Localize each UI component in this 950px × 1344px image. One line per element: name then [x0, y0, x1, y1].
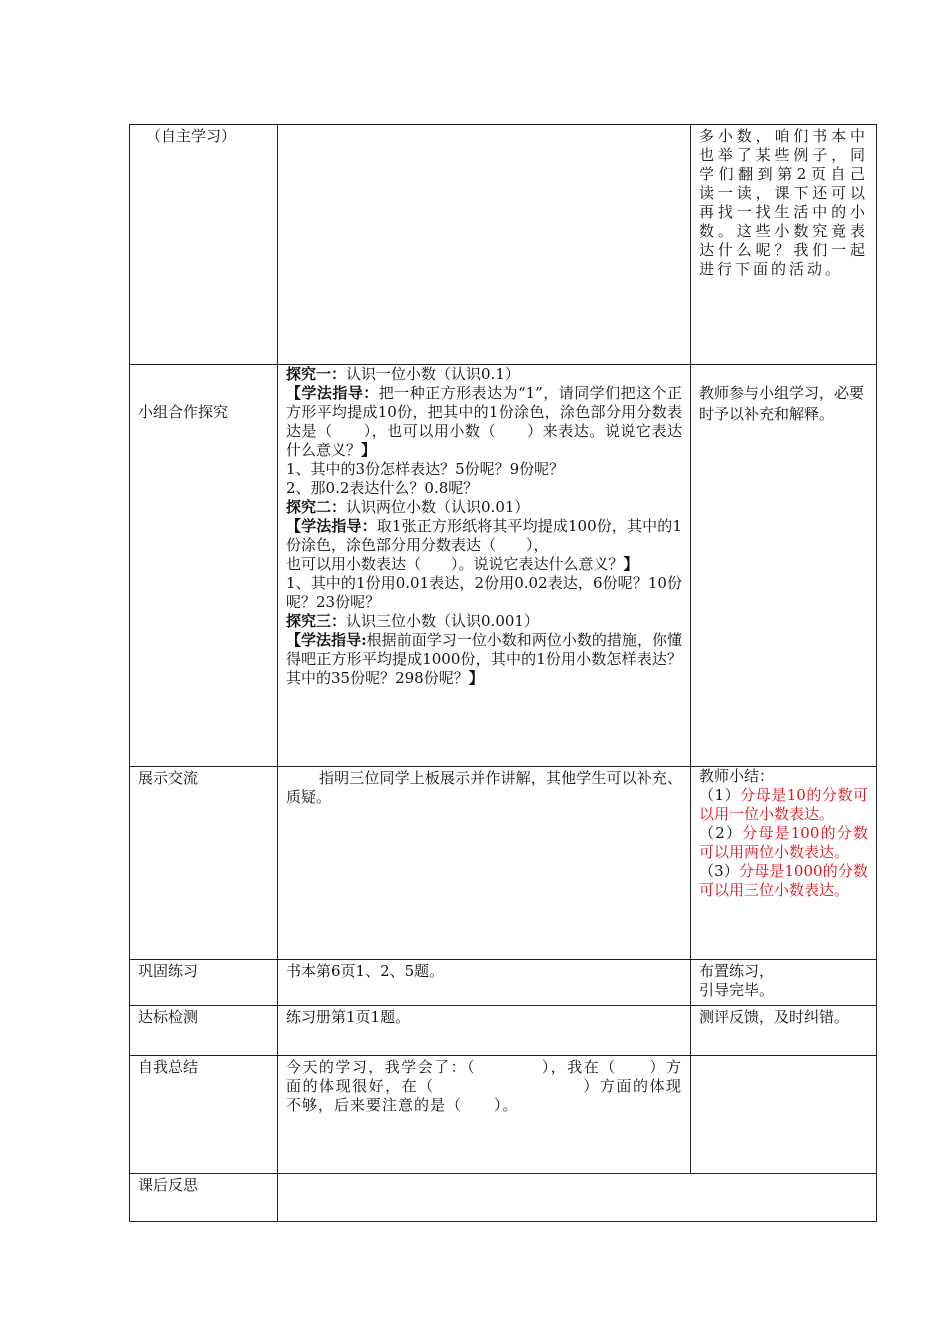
label-self-study: （自主学习） — [130, 125, 278, 365]
teacher-practice-2: 引导完毕。 — [699, 981, 775, 999]
explore1-title: 认识一位小数（认识0.1） — [346, 365, 520, 383]
teacher-practice — [691, 960, 877, 1006]
teacher-summary — [691, 1056, 877, 1174]
content-reflection — [278, 1174, 877, 1222]
content-group — [278, 365, 691, 767]
guide1-text: 把一种正方形表达为“1”，请同学们把这个正方形平均提成10份，把其中的1份涂色，涂色部分用分数表达是（ ），也可以用小数（ ）来表达。说说它表达什么意义？ — [286, 384, 682, 459]
label-practice: 巩固练习 — [130, 960, 278, 1006]
teacher-display — [691, 767, 877, 960]
row-reflection — [130, 1174, 877, 1222]
lesson-plan-table — [129, 124, 877, 1222]
row-display — [130, 767, 877, 960]
row-summary — [130, 1056, 877, 1174]
guide2-text2: 也可以用小数表达（ ）。说说它表达什么意义？ — [286, 555, 624, 573]
teacher-group: 教师参与小组学习，必要时予以补充和解释。 — [691, 365, 877, 767]
summary-3-text: 分母是1000的分数可以用三位小数表达。 — [699, 862, 868, 899]
content-summary: 今天的学习，我学会了：（ ），我在（ ）方面的体现很好，在（ ）方面的体现不够，后来要注意的是（ ）。 — [278, 1056, 691, 1174]
guide3-text: 根据前面学习一位小数和两位小数的措施，你懂得吧正方形平均提成1000份，其中的1份用小数怎样表达？其中的35份呢？298份呢？ — [286, 631, 682, 687]
guide1-head: 【学法指导： — [286, 384, 379, 402]
q1: 1、其中的3份怎样表达？5份呢？9份呢？ — [286, 460, 565, 478]
explore2-title: 认识两位小数（认识0.01） — [346, 498, 530, 516]
label-group: 小组合作探究 — [130, 365, 278, 767]
summary-2-text: 分母是100的分数可以用两位小数表达。 — [699, 824, 868, 861]
summary-3-num: （3） — [699, 862, 739, 880]
explore3-head: 探究三： — [286, 612, 347, 630]
content-test: 练习册第1页1题。 — [278, 1006, 691, 1056]
guide2-end: 】 — [623, 555, 639, 573]
row-group — [130, 365, 877, 767]
label-summary: 自我总结 — [130, 1056, 278, 1174]
row-test — [130, 1006, 877, 1056]
summary-head: 教师小结： — [699, 767, 775, 785]
q3: 1、其中的1份用0.01表达，2份用0.02表达，6份呢？10份呢？23份呢？ — [286, 574, 682, 611]
teacher-practice-1: 布置练习， — [699, 962, 775, 980]
summary-2-num: （2） — [699, 824, 743, 842]
content-self-study — [278, 125, 691, 365]
explore3-title: 认识三位小数（认识0.001） — [346, 612, 539, 630]
label-test: 达标检测 — [130, 1006, 278, 1056]
label-reflection: 课后反思 — [130, 1174, 278, 1222]
guide2-head: 【学法指导： — [286, 517, 377, 535]
explore1-head: 探究一： — [286, 365, 347, 383]
content-practice: 书本第6页1、2、5题。 — [278, 960, 691, 1006]
q2: 2、那0.2表达什么？0.8呢？ — [286, 479, 479, 497]
label-display: 展示交流 — [130, 767, 278, 960]
summary-1-num: （1） — [699, 786, 741, 804]
guide3-head: 【学法指导: — [286, 631, 367, 649]
guide3-end: 】 — [468, 669, 484, 687]
guide2-text: 取1张正方形纸将其平均提成100份，其中的1份涂色，涂色部分用分数表达（ ）， — [286, 517, 682, 554]
teacher-test: 测评反馈，及时纠错。 — [691, 1006, 877, 1056]
content-display: 指明三位同学上板展示并作讲解，其他学生可以补充、质疑。 — [278, 767, 691, 960]
summary-1-text: 分母是10的分数可以用一位小数表达。 — [699, 786, 868, 823]
row-practice — [130, 960, 877, 1006]
row-self-study — [130, 125, 877, 365]
teacher-self-study: 多小数，咱们书本中也举了某些例子，同学们翻到第2页自己读一读，课下还可以再找一找生活中的小数。这些小数究竟表达什么呢？我们一起进行下面的活动。 — [691, 125, 877, 365]
explore2-head: 探究二： — [286, 498, 347, 516]
guide1-end: 】 — [361, 441, 377, 459]
